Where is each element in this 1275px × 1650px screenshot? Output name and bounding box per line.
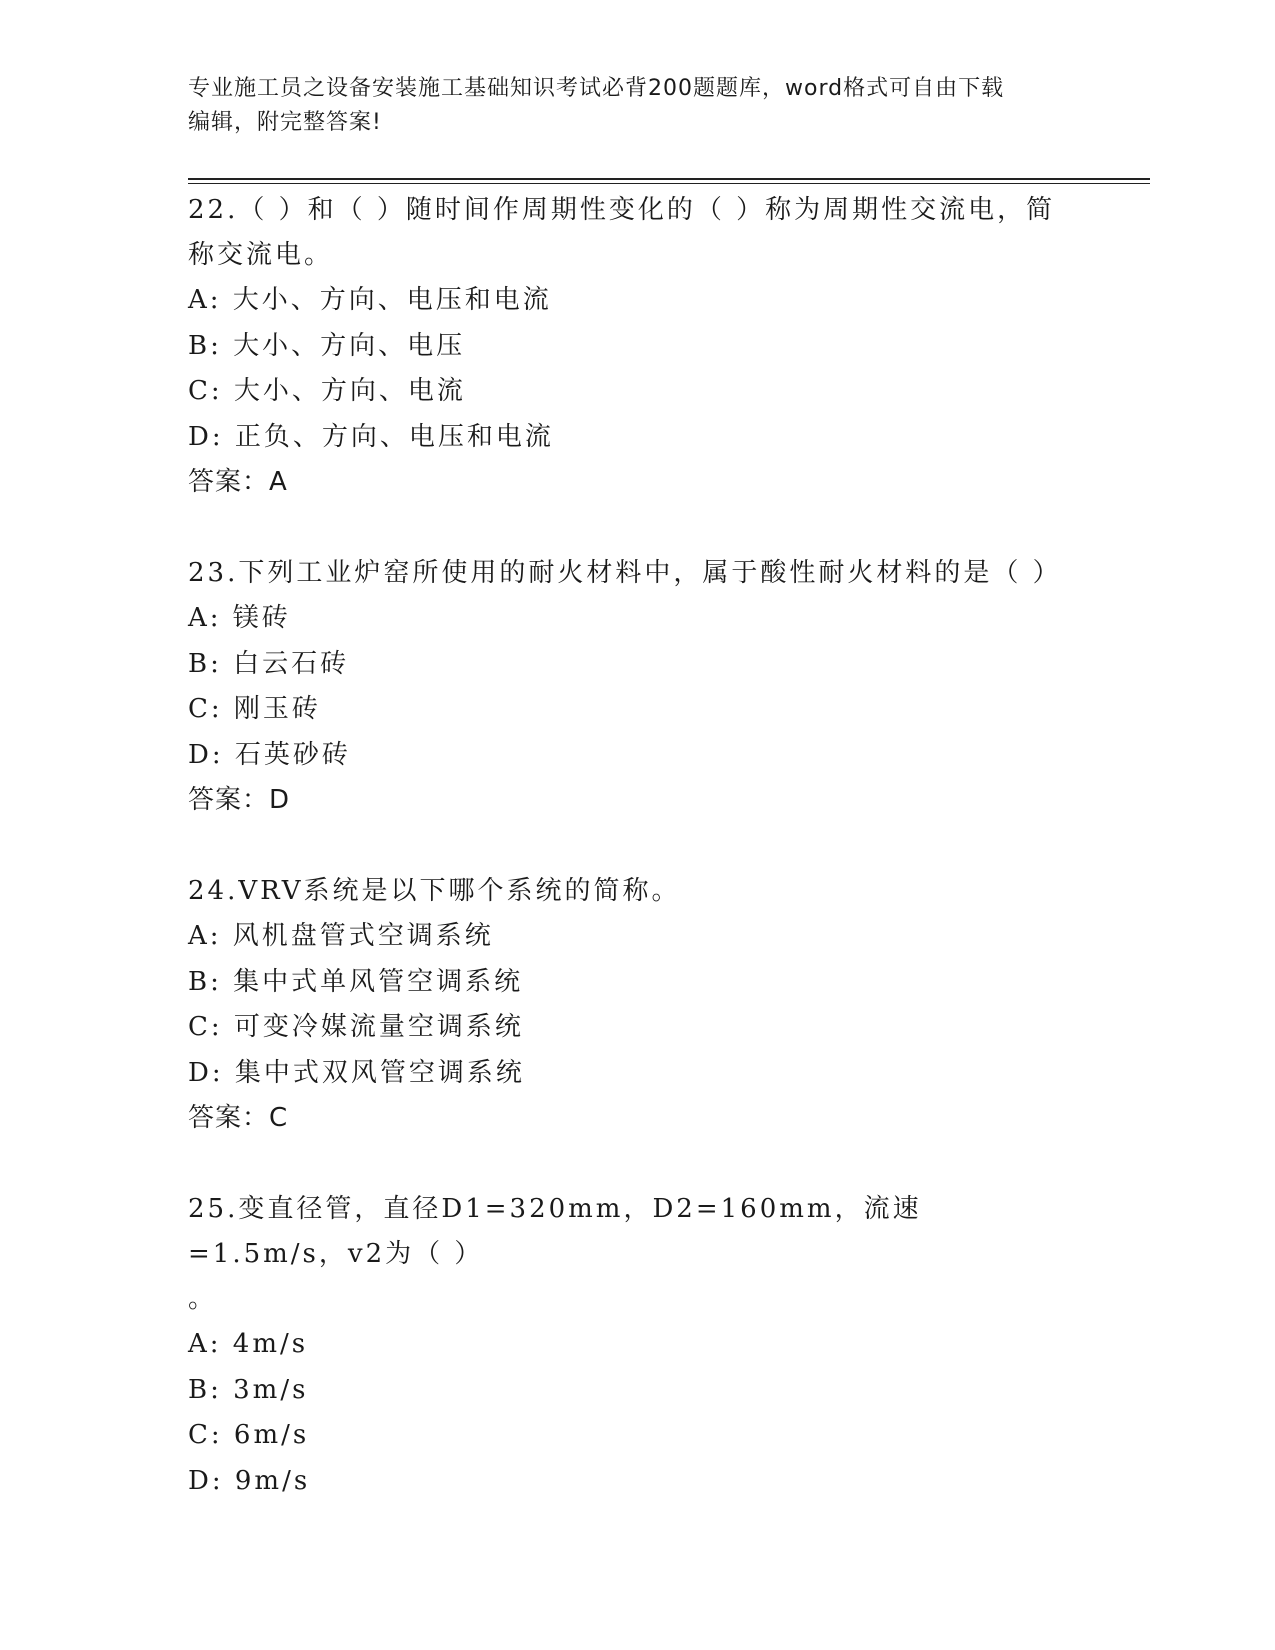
question-text <box>188 551 1068 596</box>
question-24 <box>188 869 1088 1141</box>
option-a: A: 镁砖 <box>188 603 291 633</box>
question-list <box>188 188 1088 1504</box>
header-divider-thin <box>188 183 1150 184</box>
option-a: A: 风机盘管式空调系统 <box>188 921 494 951</box>
header-line-2: 编辑，附完整答案! <box>188 110 382 135</box>
answer-label: 答案：D <box>188 785 291 815</box>
answer-label: 答案：C <box>188 1103 289 1133</box>
question-text-line-1: 25.变直径管，直径D1=320mm，D2=160mm，流速=1.5m/s，v2为（ ） <box>188 1194 922 1269</box>
option-c: C: 刚玉砖 <box>188 694 321 724</box>
option-d: D: 石英砂砖 <box>188 739 351 770</box>
question-spacer <box>188 823 1088 869</box>
question-text-line-2: 称交流电。 <box>188 240 334 270</box>
option-c: C: 可变冷媒流量空调系统 <box>188 1012 524 1042</box>
option-d: D: 集中式双风管空调系统 <box>188 1057 525 1088</box>
question-spacer <box>188 1141 1088 1187</box>
option-d: D: 正负、方向、电压和电流 <box>188 421 554 452</box>
question-text-line-2: 。 <box>188 1284 218 1314</box>
header-divider-thick <box>188 178 1150 180</box>
question-text-line-1: 23.下列工业炉窑所使用的耐火材料中，属于酸性耐火材料的是（ ） <box>188 558 1062 588</box>
option-d: D: 9m/s <box>188 1465 311 1496</box>
question-spacer <box>188 505 1088 551</box>
answer-label: 答案：A <box>188 467 288 497</box>
option-b: B: 集中式单风管空调系统 <box>188 966 524 997</box>
question-text <box>188 188 1068 278</box>
question-text <box>188 869 1068 914</box>
option-b: B: 大小、方向、电压 <box>188 330 466 361</box>
question-22 <box>188 188 1088 505</box>
option-c: C: 6m/s <box>188 1420 310 1450</box>
option-a: A: 4m/s <box>188 1329 309 1359</box>
question-text-line-1: 22.（ ）和（ ）随时间作周期性变化的（ ）称为周期性交流电，简 <box>188 195 1056 225</box>
option-b: B: 3m/s <box>188 1374 309 1405</box>
question-25 <box>188 1187 1088 1504</box>
question-23 <box>188 551 1088 823</box>
question-text <box>188 1187 1068 1322</box>
option-c: C: 大小、方向、电流 <box>188 376 466 406</box>
option-b: B: 白云石砖 <box>188 648 350 679</box>
document-header <box>188 72 1068 140</box>
option-a: A: 大小、方向、电压和电流 <box>188 285 552 315</box>
header-line-1: 专业施工员之设备安装施工基础知识考试必背200题题库，word格式可自由下载 <box>188 76 1005 101</box>
question-text-line-1: 24.VRV系统是以下哪个系统的简称。 <box>188 876 681 906</box>
